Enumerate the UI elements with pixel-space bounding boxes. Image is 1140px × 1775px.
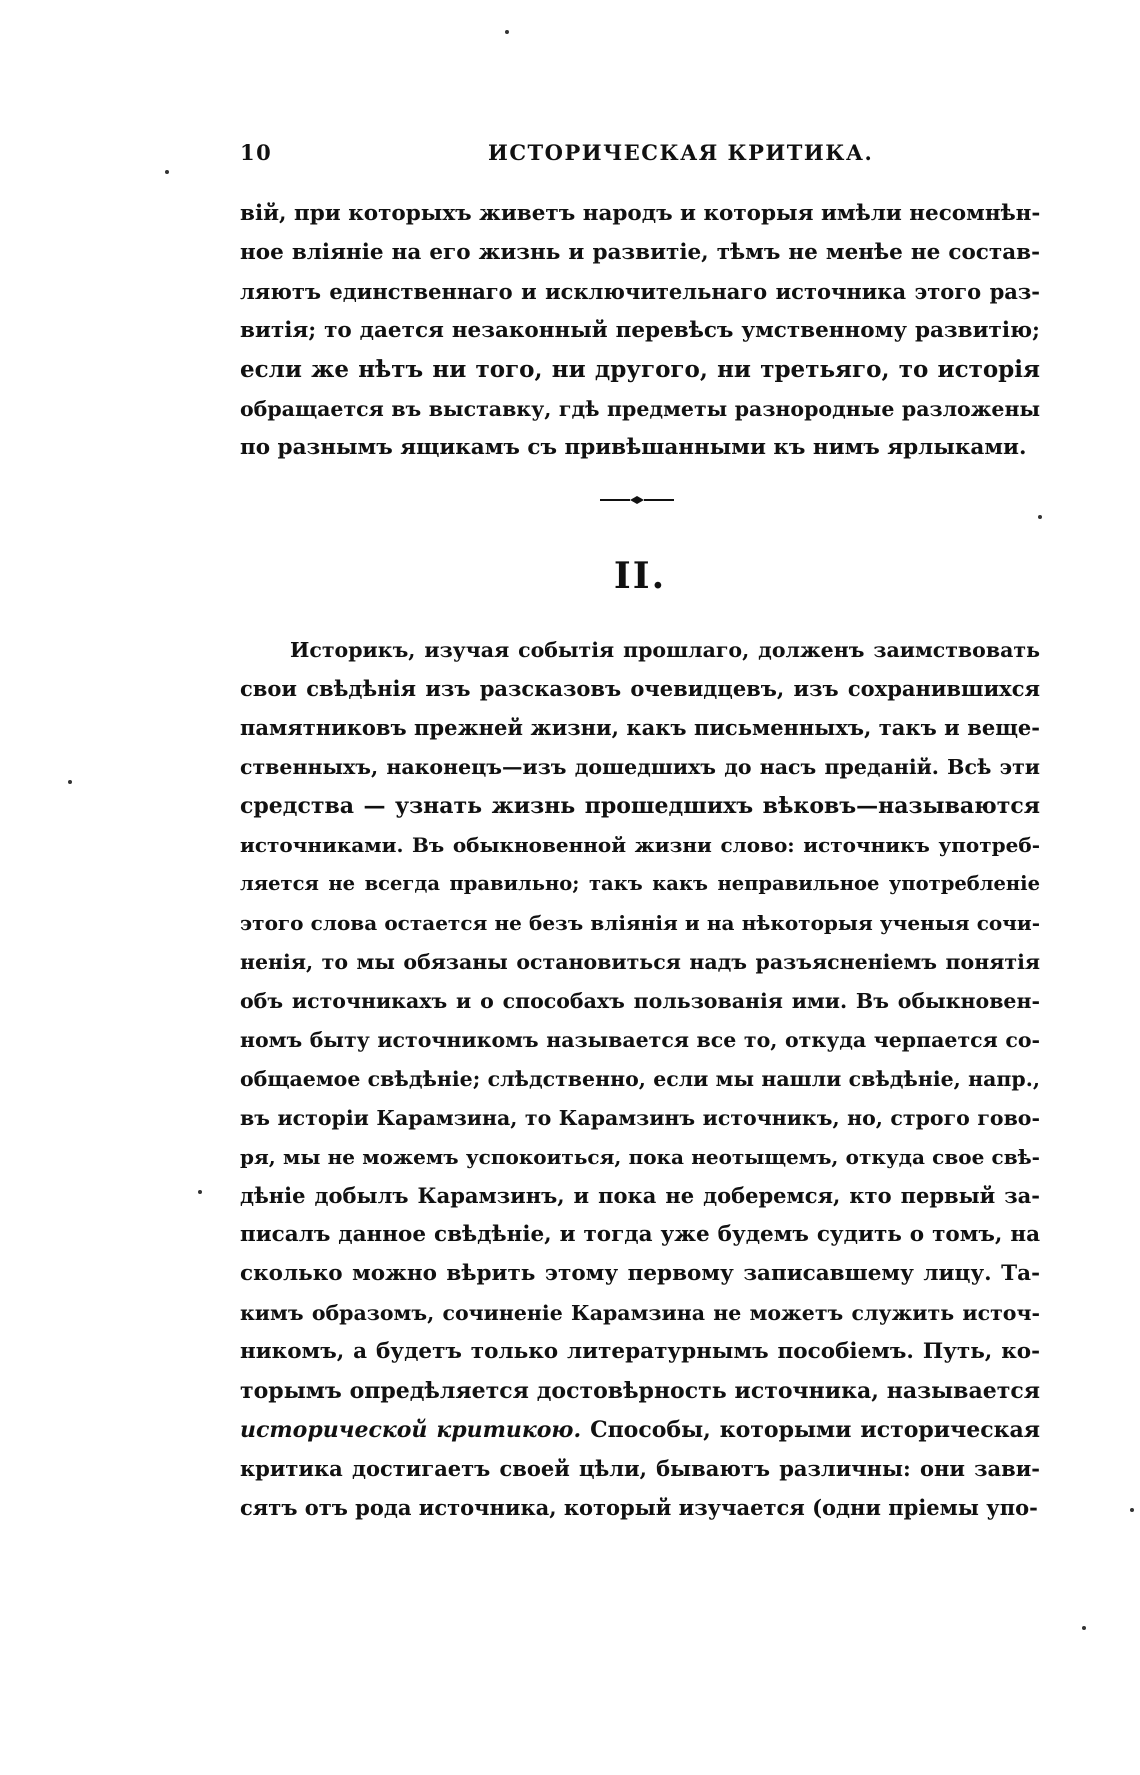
text-line: памятниковъ прежней жизни, какъ письменныхъ, такъ и веще- [240, 715, 1040, 740]
text-fragment: Способы, которыми историческая [590, 1417, 1040, 1443]
text-line: номъ быту источникомъ называется все то, откуда черпается со- [240, 1028, 1040, 1052]
text-line: вій, при которыхъ живетъ народъ и которыя имѣли несомнѣн- [240, 201, 1041, 226]
text-line: писалъ данное свѣдѣніе, и тогда уже будемъ судить о томъ, на [240, 1222, 1040, 1247]
text-line: ляютъ единственнаго и исключительнаго источника этого раз- [240, 279, 1040, 304]
scan-speck [1082, 1626, 1086, 1630]
scan-speck [198, 1190, 202, 1194]
text-line: ляется не всегда правильно; такъ какъ неправильное употребленіе [240, 872, 1040, 895]
text-line: кимъ образомъ, сочиненіе Карамзина не можетъ служить источ- [240, 1301, 1040, 1325]
text-line: дѣніе добылъ Карамзинъ, и пока не доберемся, кто первый за- [240, 1183, 1040, 1208]
text-line: свои свѣдѣнія изъ разсказовъ очевидцевъ, изъ сохранившихся [240, 676, 1040, 701]
italic-term: исторической критикою. [240, 1417, 582, 1443]
text-line: если же нѣтъ ни того, ни другого, ни третьяго, то исторія [240, 356, 1040, 383]
text-line: сколько можно вѣрить этому первому записавшему лицу. Та- [240, 1261, 1040, 1286]
text-line: витія; то дается незаконный перевѣсъ умственному развитію; [240, 318, 1040, 343]
text-line: обращается въ выставку, гдѣ предметы разнородные разложены [240, 397, 1040, 421]
scan-speck [68, 780, 72, 784]
text-line: критика достигаетъ своей цѣли, бываютъ различны: они зави- [240, 1456, 1040, 1481]
text-line: ственныхъ, наконецъ—изъ дошедшихъ до насъ преданій. Всѣ эти [240, 755, 1040, 779]
text-line: средства — узнать жизнь прошедшихъ вѣковъ—называются [240, 793, 1040, 819]
text-line: этого слова остается не безъ вліянія и на нѣкоторыя ученыя сочи- [240, 911, 1040, 935]
text-line: сятъ отъ рода источника, который изучается (одни пріемы упо- [240, 1495, 1038, 1520]
text-line: источниками. Въ обыкновенной жизни слово: источникъ употреб- [240, 833, 1040, 857]
text-line: ря, мы не можемъ успокоиться, пока неотыщемъ, откуда свое свѣ- [240, 1145, 1040, 1169]
text-line: Историкъ, изучая событія прошлаго, долженъ заимствовать [290, 638, 1040, 662]
text-line: ное вліяніе на его жизнь и развитіе, тѣмъ не менѣе не состав- [240, 240, 1040, 265]
text-line-with-italic [240, 1410, 1040, 1450]
text-line: объ источникахъ и о способахъ пользованія ими. Въ обыкновен- [240, 989, 1040, 1013]
text-line: по разнымъ ящикамъ съ привѣшанными къ нимъ ярлыками. [240, 435, 1027, 460]
scan-speck [1038, 515, 1042, 519]
scan-speck [165, 170, 169, 174]
text-line: торымъ опредѣляется достовѣрность источника, называется [240, 1378, 1040, 1404]
text-line: общаемое свѣдѣніе; слѣдственно, если мы нашли свѣдѣніе, напр., [240, 1067, 1040, 1091]
running-title: ИСТОРИЧЕСКАЯ КРИТИКА. [488, 140, 874, 165]
page-header [240, 140, 1040, 176]
scan-speck [505, 30, 509, 34]
section-divider-ornament [600, 494, 674, 506]
scan-speck [1130, 1508, 1134, 1512]
section-number: II. [613, 555, 667, 597]
text-line: никомъ, а будетъ только литературнымъ пособіемъ. Путь, ко- [240, 1339, 1040, 1364]
page-number: 10 [240, 140, 273, 165]
text-line: ненія, то мы обязаны остановиться надъ разъясненіемъ понятія [240, 950, 1040, 974]
text-line: въ исторіи Карамзина, то Карамзинъ источникъ, но, строго гово- [240, 1106, 1040, 1130]
